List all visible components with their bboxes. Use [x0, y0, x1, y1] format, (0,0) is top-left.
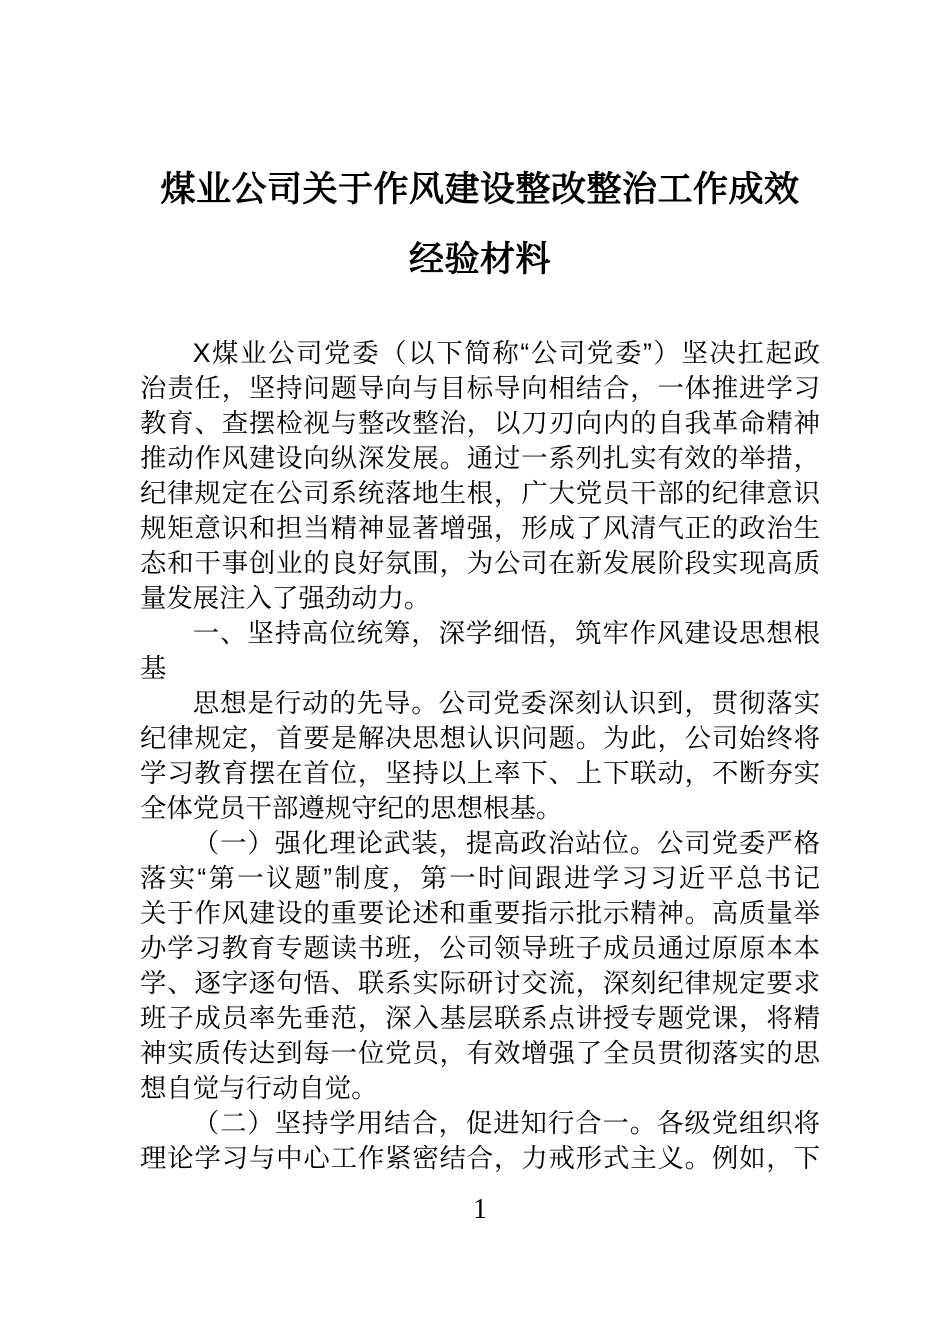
text-line: 班子成员率先垂范，深入基层联系点讲授专题党课，将精 — [140, 1003, 820, 1033]
text-line: 推动作风建设向纵深发展。通过一系列扎实有效的举措， — [140, 443, 820, 473]
text-line: 办学习教育专题读书班，公司领导班子成员通过原原本本 — [140, 933, 820, 963]
text-line: 神实质传达到每一位党员，有效增强了全员贯彻落实的思 — [140, 1038, 820, 1068]
document-title — [140, 155, 820, 295]
text-line: 态和干事创业的良好氛围，为公司在新发展阶段实现高质 — [140, 548, 820, 578]
text-line: 规矩意识和担当精神显著增强，形成了风清气正的政治生 — [140, 513, 820, 543]
text-line: 学习教育摆在首位，坚持以上率下、上下联动，不断夯实 — [140, 758, 820, 788]
text-line: 思想是行动的先导。公司党委深刻认识到，贯彻落实 — [192, 688, 820, 718]
text-line: 理论学习与中心工作紧密结合，力戒形式主义。例如，下 — [140, 1143, 820, 1173]
title-line-2: 经验材料 — [408, 240, 551, 279]
text-line: 纪律规定在公司系统落地生根，广大党员干部的纪律意识 — [140, 478, 820, 508]
section-heading — [140, 616, 820, 686]
paragraph — [140, 1106, 820, 1176]
title-line-1: 煤业公司关于作风建设整改整治工作成效 — [160, 170, 800, 209]
text-line: （一）强化理论武装，提高政治站位。公司党委严格 — [192, 828, 820, 858]
text-line: 学、逐字逐句悟、联系实际研讨交流，深刻纪律规定要求 — [140, 968, 820, 998]
text-line: 基 — [140, 653, 167, 683]
paragraph — [140, 826, 820, 1106]
text-line: 教育、查摆检视与整改整治，以刀刃向内的自我革命精神 — [140, 408, 820, 438]
paragraph — [140, 686, 820, 826]
text-line: 量发展注入了强劲动力。 — [140, 583, 431, 613]
text-line: 想自觉与行动自觉。 — [140, 1073, 378, 1103]
text-line: 关于作风建设的重要论述和重要指示批示精神。高质量举 — [140, 898, 820, 928]
text-line: 全体党员干部遵规守纪的思想根基。 — [140, 793, 563, 823]
page-number: 1 — [473, 1194, 487, 1225]
text-line: （二）坚持学用结合，促进知行合一。各级党组织将 — [192, 1108, 820, 1138]
text-line: 治责任，坚持问题导向与目标导向相结合，一体推进学习 — [140, 373, 820, 403]
document-body — [140, 336, 820, 1176]
text-line: 一、坚持高位统筹，深学细悟，筑牢作风建设思想根 — [192, 618, 820, 648]
text-line: 落实“第一议题”制度，第一时间跟进学习习近平总书记 — [140, 863, 820, 893]
text-line: X煤业公司党委（以下简称“公司党委”）坚决扛起政 — [192, 338, 820, 368]
paragraph — [140, 336, 820, 616]
text-line: 纪律规定，首要是解决思想认识问题。为此，公司始终将 — [140, 723, 820, 753]
